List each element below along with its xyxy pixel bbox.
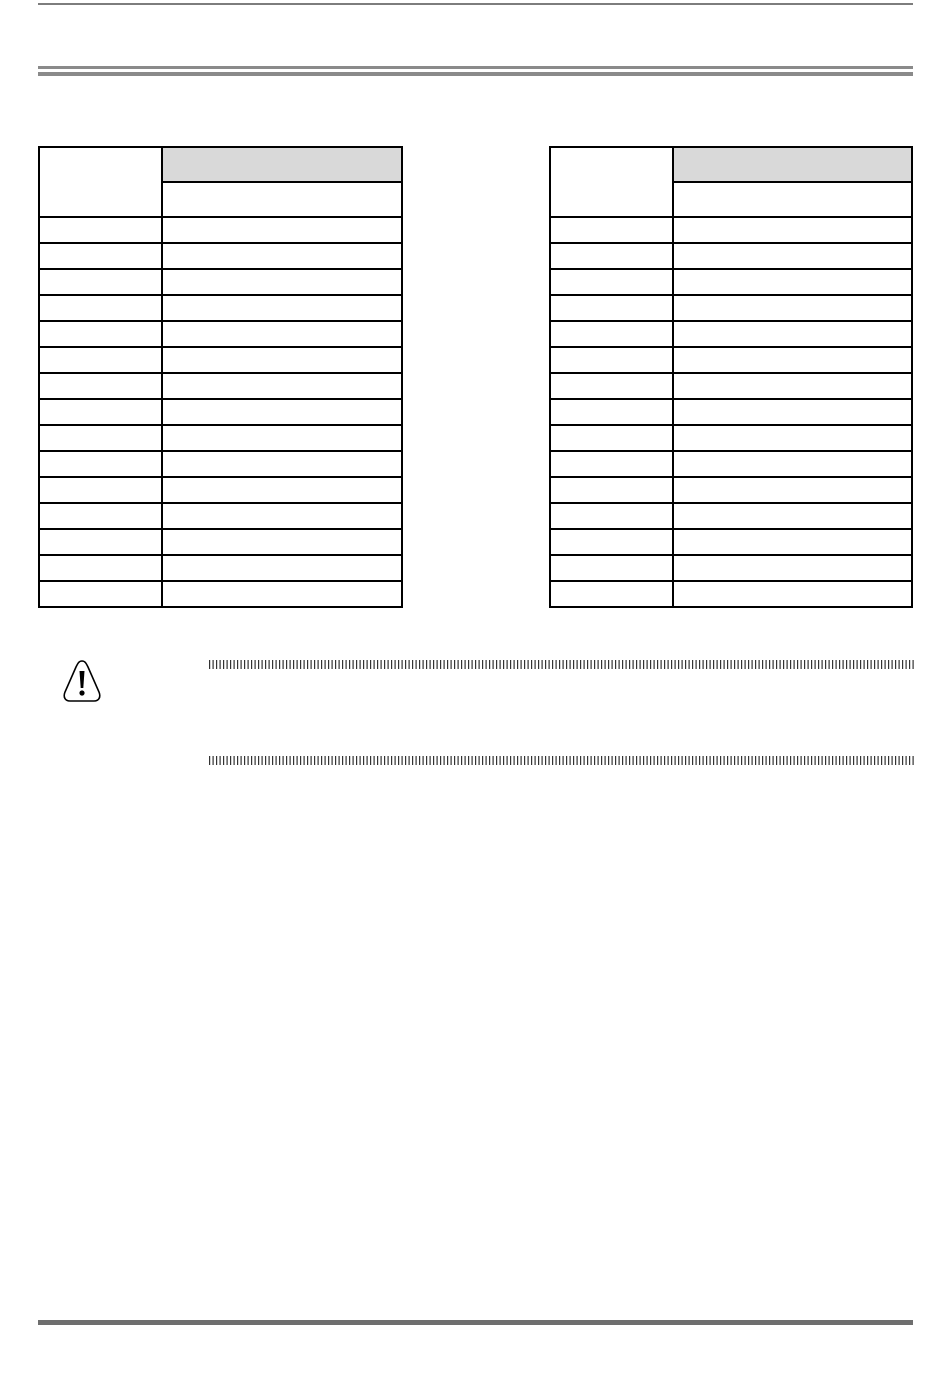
table-row <box>550 425 912 451</box>
table-cell <box>550 399 673 425</box>
table-cell <box>673 425 912 451</box>
table-row <box>39 477 402 503</box>
table-cell <box>673 217 912 243</box>
warning-exclamation-icon <box>62 659 102 703</box>
top-rule <box>38 3 913 5</box>
table-header-cell <box>162 182 402 217</box>
table-cell <box>673 373 912 399</box>
table-cell <box>673 399 912 425</box>
table-row <box>550 373 912 399</box>
table-row <box>39 529 402 555</box>
table-row <box>39 373 402 399</box>
table-cell <box>162 347 402 373</box>
table-cell <box>162 321 402 347</box>
table-row <box>39 451 402 477</box>
table-cell <box>39 503 162 529</box>
table-row <box>39 399 402 425</box>
table-cell <box>162 477 402 503</box>
table-row <box>550 217 912 243</box>
table-row <box>550 347 912 373</box>
table-header-cell-shaded <box>673 147 912 182</box>
table-cell <box>550 217 673 243</box>
table-row <box>39 295 402 321</box>
table-cell <box>39 217 162 243</box>
warning-text-placeholder-line <box>208 660 914 669</box>
table-cell <box>550 451 673 477</box>
table-row <box>39 425 402 451</box>
table-cell <box>39 243 162 269</box>
header-double-rule <box>38 66 913 76</box>
table-row <box>39 217 402 243</box>
table-cell <box>162 373 402 399</box>
table-cell <box>673 321 912 347</box>
table-cell <box>550 581 673 607</box>
table-cell <box>162 425 402 451</box>
table-cell <box>673 555 912 581</box>
table-cell <box>39 477 162 503</box>
table-cell <box>673 347 912 373</box>
table-cell <box>39 529 162 555</box>
table-row <box>550 555 912 581</box>
table-cell <box>550 529 673 555</box>
table-cell <box>550 243 673 269</box>
table-cell <box>673 451 912 477</box>
table-header-cell <box>39 147 162 217</box>
table-cell <box>162 555 402 581</box>
table-cell <box>550 295 673 321</box>
table-cell <box>162 581 402 607</box>
table-cell <box>550 477 673 503</box>
table-cell <box>550 321 673 347</box>
table-cell <box>550 373 673 399</box>
table-cell <box>162 295 402 321</box>
table-cell <box>162 399 402 425</box>
table-row <box>39 581 402 607</box>
table-cell <box>39 425 162 451</box>
table-row <box>550 399 912 425</box>
table-row <box>550 243 912 269</box>
table-cell <box>550 503 673 529</box>
table-cell <box>39 399 162 425</box>
warning-text-placeholder-line <box>208 756 914 765</box>
table-cell <box>162 529 402 555</box>
table-cell <box>673 477 912 503</box>
table-row <box>39 503 402 529</box>
table-row <box>550 451 912 477</box>
table-cell <box>39 269 162 295</box>
table-cell <box>550 269 673 295</box>
table-cell <box>673 529 912 555</box>
table-cell <box>673 269 912 295</box>
table-cell <box>39 555 162 581</box>
table-cell <box>162 503 402 529</box>
table-row <box>39 321 402 347</box>
table-cell <box>39 295 162 321</box>
table-cell <box>550 425 673 451</box>
table-cell <box>162 243 402 269</box>
table-row <box>550 269 912 295</box>
table-row <box>550 295 912 321</box>
table-cell <box>550 555 673 581</box>
table-row <box>39 347 402 373</box>
table-right <box>549 146 913 608</box>
table-header-cell-shaded <box>162 147 402 182</box>
table-cell <box>39 347 162 373</box>
table-row <box>39 555 402 581</box>
table-row <box>39 243 402 269</box>
table-cell <box>673 503 912 529</box>
table-cell <box>162 451 402 477</box>
table-row <box>550 503 912 529</box>
table-header-cell <box>550 147 673 217</box>
table-cell <box>162 217 402 243</box>
table-row <box>550 529 912 555</box>
table-cell <box>673 581 912 607</box>
bottom-rule <box>38 1320 913 1325</box>
table-cell <box>673 295 912 321</box>
table-cell <box>39 451 162 477</box>
table-cell <box>39 321 162 347</box>
table-row <box>550 581 912 607</box>
table-row <box>550 321 912 347</box>
table-row <box>39 269 402 295</box>
table-row <box>550 477 912 503</box>
table-header-cell <box>673 182 912 217</box>
table-cell <box>39 581 162 607</box>
table-left <box>38 146 403 608</box>
table-cell <box>550 347 673 373</box>
table-cell <box>673 243 912 269</box>
table-cell <box>162 269 402 295</box>
table-cell <box>39 373 162 399</box>
